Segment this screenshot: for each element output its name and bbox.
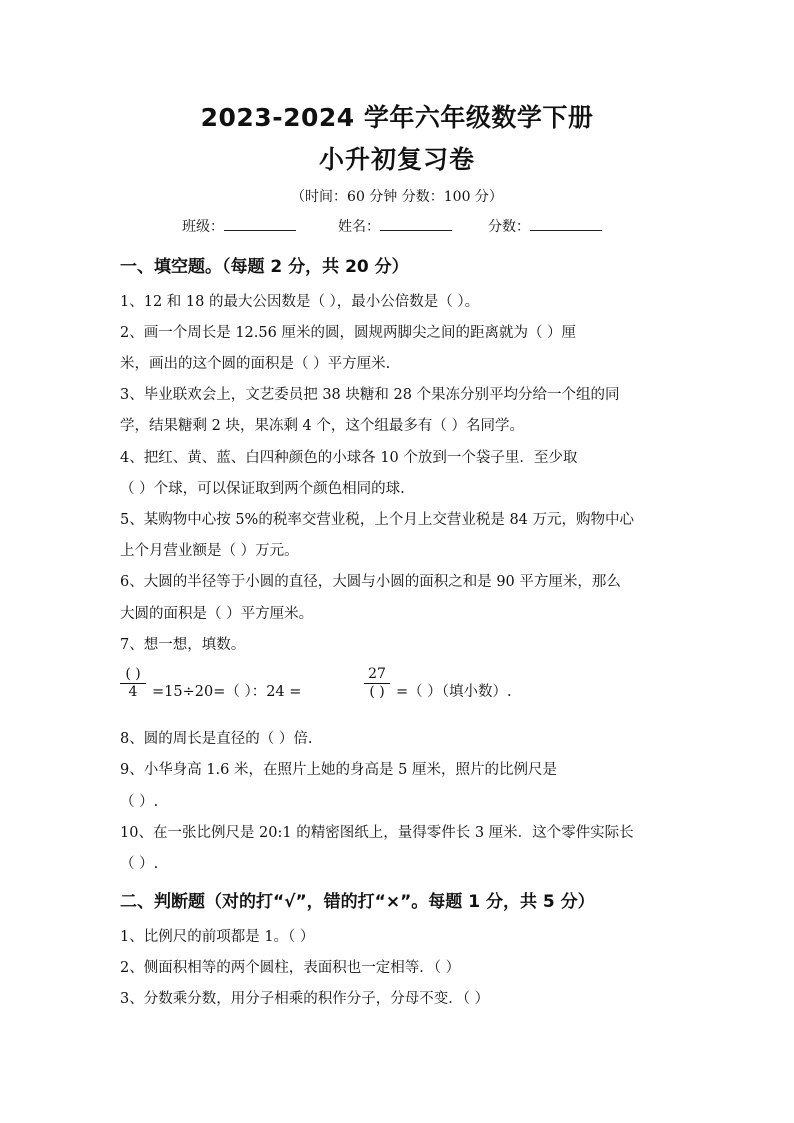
- name-label: 姓名：: [338, 219, 380, 235]
- fraction-1: [120, 666, 146, 701]
- class-blank[interactable]: [224, 216, 296, 231]
- question-line: 2、侧面积相等的两个圆柱，表面积也一定相等．（ ）: [120, 960, 461, 976]
- question-line: （ ）.: [120, 794, 159, 810]
- question-line: 大圆的面积是（ ）平方厘米。: [120, 606, 314, 622]
- section2-heading: 二、判断题（对的打“√”，错的打“×”。每题 1 分，共 5 分）: [120, 892, 595, 912]
- q7-tail-text: =（ ）（填小数）.: [396, 684, 512, 700]
- fraction-2-numerator: 27: [364, 666, 390, 684]
- fraction-2: [364, 666, 390, 701]
- question-line: 7、想一想，填数。: [120, 637, 246, 653]
- name-blank[interactable]: [380, 216, 452, 231]
- question-line: 2、画一个周长是 12.56 厘米的圆，圆规两脚尖之间的距离就为（ ）厘: [120, 325, 577, 341]
- question-line: 1、比例尺的前项都是 1。（ ）: [120, 929, 315, 945]
- name-field: [338, 216, 452, 236]
- question-line: 9、小华身高 1.6 米，在照片上她的身高是 5 厘米，照片的比例尺是: [120, 762, 557, 778]
- exam-subtitle: 小升初复习卷: [318, 145, 475, 174]
- score-blank[interactable]: [530, 216, 602, 231]
- question-line: （ ）个球，可以保证取到两个颜色相同的球.: [120, 481, 405, 497]
- question-line: 3、分数乘分数，用分子相乘的积作分子，分母不变．（ ）: [120, 991, 490, 1007]
- question-line: 上个月营业额是（ ）万元。: [120, 543, 299, 559]
- question-line: 米，画出的这个圆的面积是（ ）平方厘米.: [120, 356, 391, 372]
- question-line: （ ）.: [120, 856, 159, 872]
- fraction-1-numerator: ( ): [120, 666, 146, 684]
- exam-info: （时间：60 分钟 分数：100 分）: [291, 189, 503, 205]
- score-label: 分数：: [488, 219, 530, 235]
- fraction-2-denominator: ( ): [369, 684, 385, 700]
- question-line: 4、把红、黄、蓝、白四种颜色的小球各 10 个放到一个袋子里．至少取: [120, 450, 578, 466]
- question-line: 5、某购物中心按 5%的税率交营业税，上个月上交营业税是 84 万元，购物中心: [120, 512, 635, 528]
- fraction-1-denominator: 4: [128, 684, 138, 700]
- score-field: [488, 216, 602, 236]
- question-line: 1、12 和 18 的最大公因数是（ ），最小公倍数是（ ）。: [120, 294, 480, 310]
- question-line: 6、大圆的半径等于小圆的直径，大圆与小圆的面积之和是 90 平方厘米，那么: [120, 574, 621, 590]
- q7-middle-text: =15÷20=（ ）：24 =: [152, 684, 302, 700]
- class-label: 班级：: [182, 219, 224, 235]
- section1-heading: 一、填空题。（每题 2 分，共 20 分）: [120, 257, 409, 277]
- question-line: 3、毕业联欢会上，文艺委员把 38 块糖和 28 个果冻分别平均分给一个组的同: [120, 387, 620, 403]
- class-field: [182, 216, 296, 236]
- exam-title: 2023-2024 学年六年级数学下册: [200, 103, 594, 132]
- question-line: 学，结果糖剩 2 块，果冻剩 4 个，这个组最多有（ ）名同学。: [120, 418, 524, 434]
- question-line: 8、圆的周长是直径的（ ）倍.: [120, 731, 313, 747]
- question-line: 10、在一张比例尺是 20:1 的精密图纸上，量得零件长 3 厘米．这个零件实际长: [120, 825, 634, 841]
